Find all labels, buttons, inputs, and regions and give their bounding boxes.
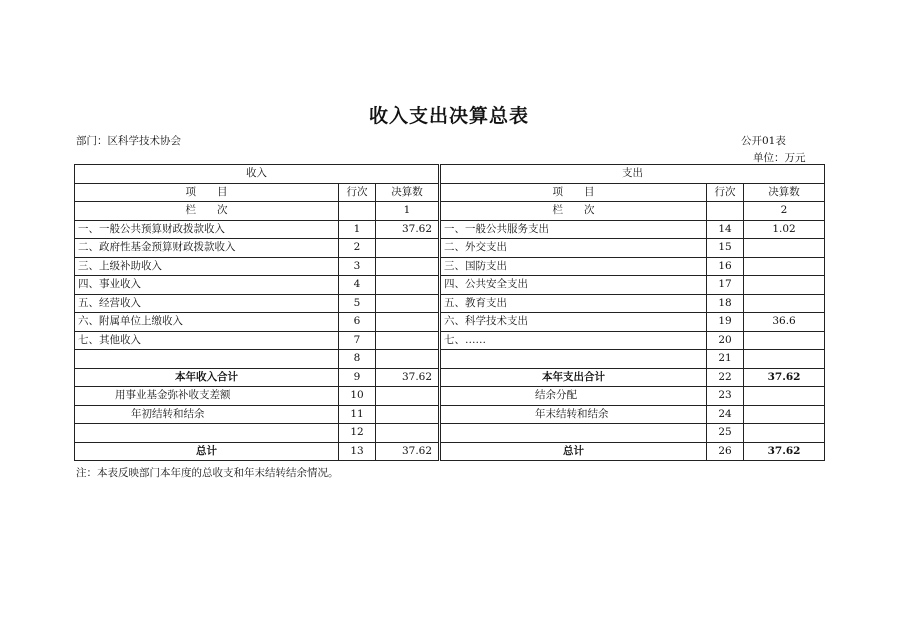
- income-grand-total-label: 总计: [75, 442, 339, 461]
- income-year-total-label: 本年收入合计: [75, 368, 339, 387]
- income-line-no: 11: [339, 405, 376, 424]
- expense-year-total-value: 37.62: [744, 368, 825, 387]
- expense-year-total-label: 本年支出合计: [441, 368, 707, 387]
- income-label: [75, 424, 339, 443]
- income-value: [376, 424, 439, 443]
- income-label: 用事业基金弥补收支差额: [75, 387, 339, 406]
- expense-label: 一、一般公共服务支出: [441, 220, 707, 239]
- expense-column-label: 栏 次: [441, 202, 707, 221]
- income-label: 年初结转和结余: [75, 405, 339, 424]
- expense-value: [744, 405, 825, 424]
- expense-label: 二、外交支出: [441, 239, 707, 258]
- income-label: 三、上级补助收入: [75, 257, 339, 276]
- table-row: [75, 239, 825, 258]
- income-value: [376, 276, 439, 295]
- income-line-no: 10: [339, 387, 376, 406]
- expense-line-header: 行次: [707, 183, 744, 202]
- income-line-no: 4: [339, 276, 376, 295]
- income-value: [376, 313, 439, 332]
- expense-line-no: 16: [707, 257, 744, 276]
- expense-label: [441, 350, 707, 369]
- income-value: [376, 405, 439, 424]
- income-label: 七、其他收入: [75, 331, 339, 350]
- expense-value: [744, 331, 825, 350]
- income-line-header: 行次: [339, 183, 376, 202]
- table-row: [75, 331, 825, 350]
- expense-line-no: 26: [707, 442, 744, 461]
- table-row: [75, 405, 825, 424]
- expense-label: [441, 424, 707, 443]
- income-item-header: 项 目: [75, 183, 339, 202]
- form-number: 公开01表: [741, 135, 786, 147]
- income-value: [376, 257, 439, 276]
- expense-line-no: 18: [707, 294, 744, 313]
- income-amount-header: 决算数: [376, 183, 439, 202]
- income-value: [376, 331, 439, 350]
- grand-total-row: [75, 442, 825, 461]
- table-row: [75, 350, 825, 369]
- expense-grand-total-value: 37.62: [744, 442, 825, 461]
- expense-line-no: 23: [707, 387, 744, 406]
- income-label: 一、一般公共预算财政拨款收入: [75, 220, 339, 239]
- expense-grand-total-label: 总计: [441, 442, 707, 461]
- expense-amount-header: 决算数: [744, 183, 825, 202]
- expense-line-no: 21: [707, 350, 744, 369]
- income-label: [75, 350, 339, 369]
- income-grand-total-value: 37.62: [376, 442, 439, 461]
- income-year-total-value: 37.62: [376, 368, 439, 387]
- expense-item-header: 项 目: [441, 183, 707, 202]
- income-line-no: 2: [339, 239, 376, 258]
- expense-line-no: 15: [707, 239, 744, 258]
- expense-value: [744, 424, 825, 443]
- expense-line-no: 22: [707, 368, 744, 387]
- table-body: [75, 165, 825, 461]
- income-line-no: 1: [339, 220, 376, 239]
- expense-label: 七、……: [441, 331, 707, 350]
- header-row-columns: [75, 183, 825, 202]
- income-value: [376, 294, 439, 313]
- income-value: [376, 387, 439, 406]
- expense-value: [744, 350, 825, 369]
- income-section-header: 收入: [75, 165, 439, 184]
- income-line-no: 8: [339, 350, 376, 369]
- unit-label: 单位：万元: [753, 152, 806, 164]
- income-line-no: 13: [339, 442, 376, 461]
- footnote: 注：本表反映部门本年度的总收支和年末结转结余情况。: [76, 467, 339, 479]
- income-column-index: 1: [376, 202, 439, 221]
- table-row: [75, 424, 825, 443]
- expense-line-no: 25: [707, 424, 744, 443]
- expense-value: 36.6: [744, 313, 825, 332]
- expense-line-no: 14: [707, 220, 744, 239]
- table-row: [75, 220, 825, 239]
- income-expense-table: [74, 164, 825, 461]
- income-line-no: 7: [339, 331, 376, 350]
- table-row: [75, 294, 825, 313]
- header-row-column-index: [75, 202, 825, 221]
- income-label: 二、政府性基金预算财政拨款收入: [75, 239, 339, 258]
- expense-section-header: 支出: [441, 165, 825, 184]
- table-row: [75, 387, 825, 406]
- expense-value: [744, 387, 825, 406]
- table-row: [75, 257, 825, 276]
- department-label: 部门：区科学技术协会: [76, 135, 181, 147]
- income-value: [376, 350, 439, 369]
- expense-line-no: 19: [707, 313, 744, 332]
- expense-label: 四、公共安全支出: [441, 276, 707, 295]
- income-line-no: 9: [339, 368, 376, 387]
- page-title: 收入支出决算总表: [368, 105, 529, 127]
- income-label: 六、附属单位上缴收入: [75, 313, 339, 332]
- expense-value: 1.02: [744, 220, 825, 239]
- expense-label: 五、教育支出: [441, 294, 707, 313]
- income-column-label: 栏 次: [75, 202, 339, 221]
- expense-label: 结余分配: [441, 387, 707, 406]
- income-label: 五、经营收入: [75, 294, 339, 313]
- expense-value: [744, 239, 825, 258]
- income-line-no: 12: [339, 424, 376, 443]
- income-line-no: 5: [339, 294, 376, 313]
- header-row-section: [75, 165, 825, 184]
- expense-column-index: 2: [744, 202, 825, 221]
- income-line-no: 6: [339, 313, 376, 332]
- income-value: 37.62: [376, 220, 439, 239]
- expense-line-no: 20: [707, 331, 744, 350]
- expense-value: [744, 276, 825, 295]
- table-row: [75, 276, 825, 295]
- expense-label: 年末结转和结余: [441, 405, 707, 424]
- expense-line-no: 24: [707, 405, 744, 424]
- income-line-no: 3: [339, 257, 376, 276]
- expense-line-no: 17: [707, 276, 744, 295]
- year-total-row: [75, 368, 825, 387]
- expense-value: [744, 257, 825, 276]
- expense-label: 六、科学技术支出: [441, 313, 707, 332]
- income-value: [376, 239, 439, 258]
- expense-label: 三、国防支出: [441, 257, 707, 276]
- table-row: [75, 313, 825, 332]
- income-label: 四、事业收入: [75, 276, 339, 295]
- expense-value: [744, 294, 825, 313]
